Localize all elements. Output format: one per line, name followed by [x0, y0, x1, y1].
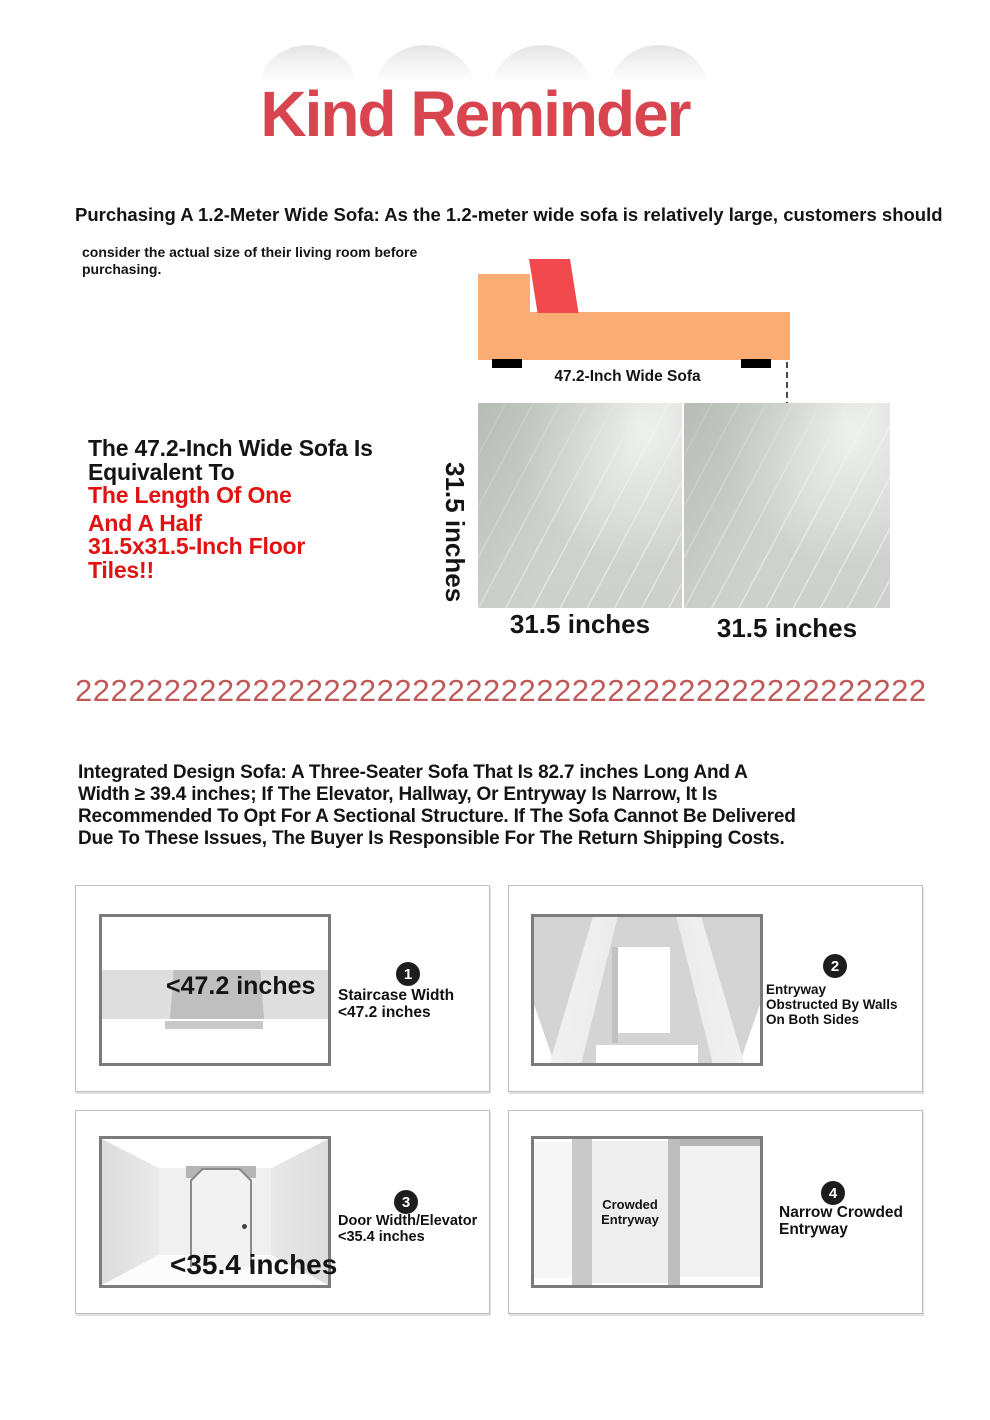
- card-label-line: Entryway: [766, 982, 827, 997]
- card-label-line: <47.2 inches: [338, 1004, 431, 1021]
- tile-width-label: 31.5 inches: [716, 613, 858, 643]
- entryway-inner-label-line: Entryway: [601, 1212, 659, 1227]
- card-number-badge: 4: [821, 1181, 845, 1205]
- card-staircase-width: [75, 885, 490, 1092]
- card-door-width: [75, 1110, 490, 1314]
- entryway-left-panel: [534, 1142, 572, 1278]
- card-number-badge: 1: [396, 962, 420, 986]
- decorative-divider: 222222222222222222222222222222222222222222222222: [75, 673, 927, 708]
- intro-subtext-line: consider the actual size of their living room before: [82, 244, 418, 260]
- floor-tile-image: [478, 403, 682, 608]
- card-label-line: On Both Sides: [766, 1012, 860, 1027]
- sofa-width-label: 47.2-Inch Wide Sofa: [554, 368, 701, 385]
- narrow-entryway-illustration: [531, 1136, 763, 1288]
- policy-line: Width ≥ 39.4 inches; If The Elevator, Hallway, Or Entryway Is Narrow, It Is: [78, 784, 718, 805]
- card-label-line: Entryway: [779, 1221, 848, 1238]
- card-label: [338, 987, 454, 1021]
- card-label-line: Narrow Crowded: [779, 1204, 904, 1221]
- sofa-backrest-illustration: [529, 259, 579, 313]
- policy-line: Recommended To Opt For A Sectional Structure. If The Sofa Cannot Be Delivered: [78, 806, 796, 827]
- policy-line: Integrated Design Sofa: A Three-Seater Sofa That Is 82.7 inches Long And A: [78, 762, 748, 783]
- card-label: [338, 1213, 477, 1245]
- door-room-illustration: [99, 1136, 338, 1288]
- sofa-foot: [492, 359, 522, 368]
- card-label-line: Staircase Width: [338, 987, 455, 1004]
- corridor-doorway: [612, 947, 670, 1033]
- policy-paragraph: [78, 762, 796, 850]
- page-title: Kind Reminder: [260, 78, 690, 150]
- card-obstructed-entryway: [508, 885, 923, 1092]
- card-label-line: Door Width/Elevator: [338, 1213, 478, 1229]
- staircase-illustration: [99, 914, 331, 1066]
- entryway-right-panel: [680, 1145, 760, 1277]
- floor-tile-image: [684, 403, 890, 608]
- staircase-step-bar: [165, 1021, 263, 1029]
- corridor-floor: [596, 1045, 698, 1063]
- entryway-top-band: [680, 1139, 760, 1146]
- entryway-inner-label-line: Crowded: [602, 1197, 658, 1212]
- card-label: [766, 982, 898, 1027]
- entryway-center-panel: [592, 1141, 668, 1283]
- card-label-line: Obstructed By Walls: [766, 997, 898, 1012]
- equivalence-red-line: Tiles!!: [88, 556, 154, 583]
- obstructed-entryway-illustration: [531, 914, 763, 1066]
- tile-width-label: 31.5 inches: [509, 609, 651, 639]
- card-narrow-entryway: [508, 1110, 923, 1314]
- card-number-badge: 2: [823, 954, 847, 978]
- card-number-badge: 3: [394, 1190, 418, 1214]
- policy-line: Due To These Issues, The Buyer Is Responsible For The Return Shipping Costs.: [78, 828, 785, 849]
- sofa-body-illustration: [478, 274, 790, 360]
- entryway-wall-strip: [668, 1139, 680, 1285]
- intro-subtext-line: purchasing.: [82, 260, 162, 277]
- equivalence-red-line: 31.5x31.5-Inch Floor: [88, 533, 306, 559]
- equivalence-red-line: And A Half: [88, 509, 202, 536]
- sofa-foot: [741, 359, 771, 368]
- staircase-width-overlay: <47.2 inches: [166, 972, 316, 1000]
- equivalence-text: [88, 437, 433, 582]
- entryway-wall-strip: [572, 1139, 592, 1285]
- door-knob: [242, 1224, 247, 1229]
- card-label: [779, 1204, 903, 1238]
- corridor-door-jamb: [612, 947, 618, 1043]
- tile-height-label: 31.5 inches: [440, 462, 470, 603]
- card-label-line: <35.4 inches: [338, 1229, 425, 1245]
- intro-subtext: [82, 244, 422, 277]
- equivalence-red-line: The Length Of One: [88, 482, 292, 508]
- door-width-overlay: <35.4 inches: [170, 1249, 338, 1280]
- equivalence-black-line: The 47.2-Inch Wide Sofa Is: [88, 435, 373, 461]
- intro-headline: Purchasing A 1.2-Meter Wide Sofa: As the 1.2-meter wide sofa is relatively large, customers should: [75, 204, 943, 225]
- equivalence-black-line: Equivalent To: [88, 458, 235, 485]
